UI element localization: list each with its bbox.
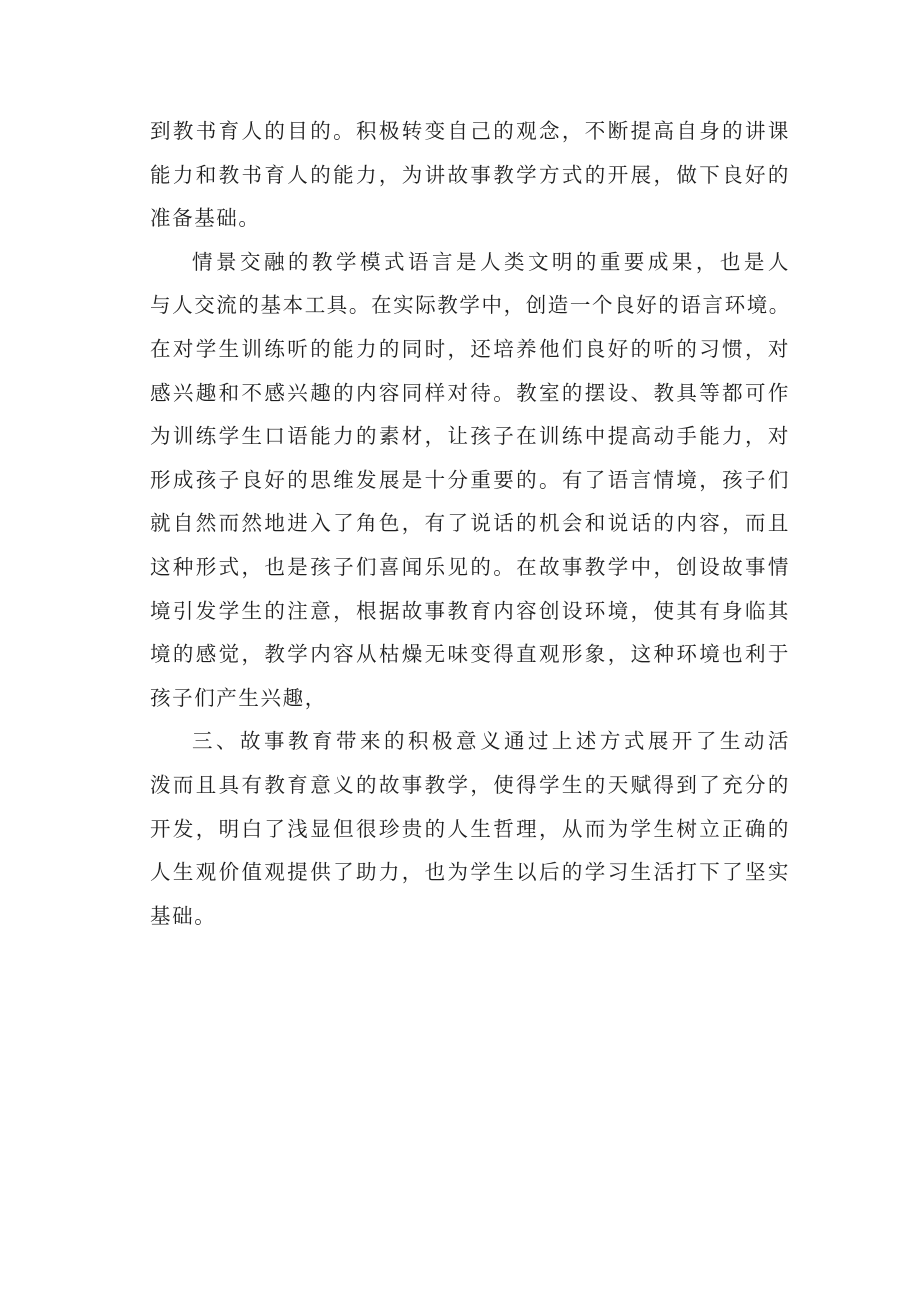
text-line: 能力和教书育人的能力，为讲故事教学方式的开展，做下良好的 (150, 162, 790, 187)
text-line: 三、故事教育带来的积极意义通过上述方式展开了生动活 (192, 729, 790, 754)
text-line: 在对学生训练听的能力的同时，还培养他们良好的听的习惯，对 (150, 336, 790, 361)
paragraph-3 (150, 720, 790, 938)
text-line: 境引发学生的注意，根据故事教育内容创设环境，使其有身临其 (150, 598, 790, 623)
text-line: 这种形式，也是孩子们喜闻乐见的。在故事教学中，创设故事情 (150, 554, 790, 579)
text-line: 准备基础。 (150, 206, 261, 231)
text-line: 情景交融的教学模式语言是人类文明的重要成果，也是人 (192, 249, 790, 274)
text-line: 就自然而然地进入了角色，有了说话的机会和说话的内容，而且 (150, 511, 790, 536)
text-line: 到教书育人的目的。积极转变自己的观念，不断提高自身的讲课 (150, 119, 790, 143)
text-line: 境的感觉，教学内容从枯燥无味变得直观形象，这种环境也利于 (150, 642, 790, 667)
paragraph-2 (150, 241, 790, 721)
text-line: 开发，明白了浅显但很珍贵的人生哲理，从而为学生树立正确的 (150, 816, 790, 841)
text-line: 形成孩子良好的思维发展是十分重要的。有了语言情境，孩子们 (150, 467, 790, 492)
text-line: 人生观价值观提供了助力，也为学生以后的学习生活打下了坚实 (150, 860, 790, 885)
text-line: 与人交流的基本工具。在实际教学中，创造一个良好的语言环境。 (150, 293, 791, 318)
text-line: 感兴趣和不感兴趣的内容同样对待。教室的摆设、教具等都可作 (150, 380, 790, 405)
paragraph-1 (150, 110, 790, 241)
text-line: 孩子们产生兴趣， (150, 685, 327, 710)
text-line: 基础。 (150, 903, 217, 928)
text-line: 为训练学生口语能力的素材，让孩子在训练中提高动手能力，对 (150, 424, 790, 449)
document-body (150, 110, 790, 938)
text-line: 泼而且具有教育意义的故事教学，使得学生的天赋得到了充分的 (150, 772, 790, 797)
